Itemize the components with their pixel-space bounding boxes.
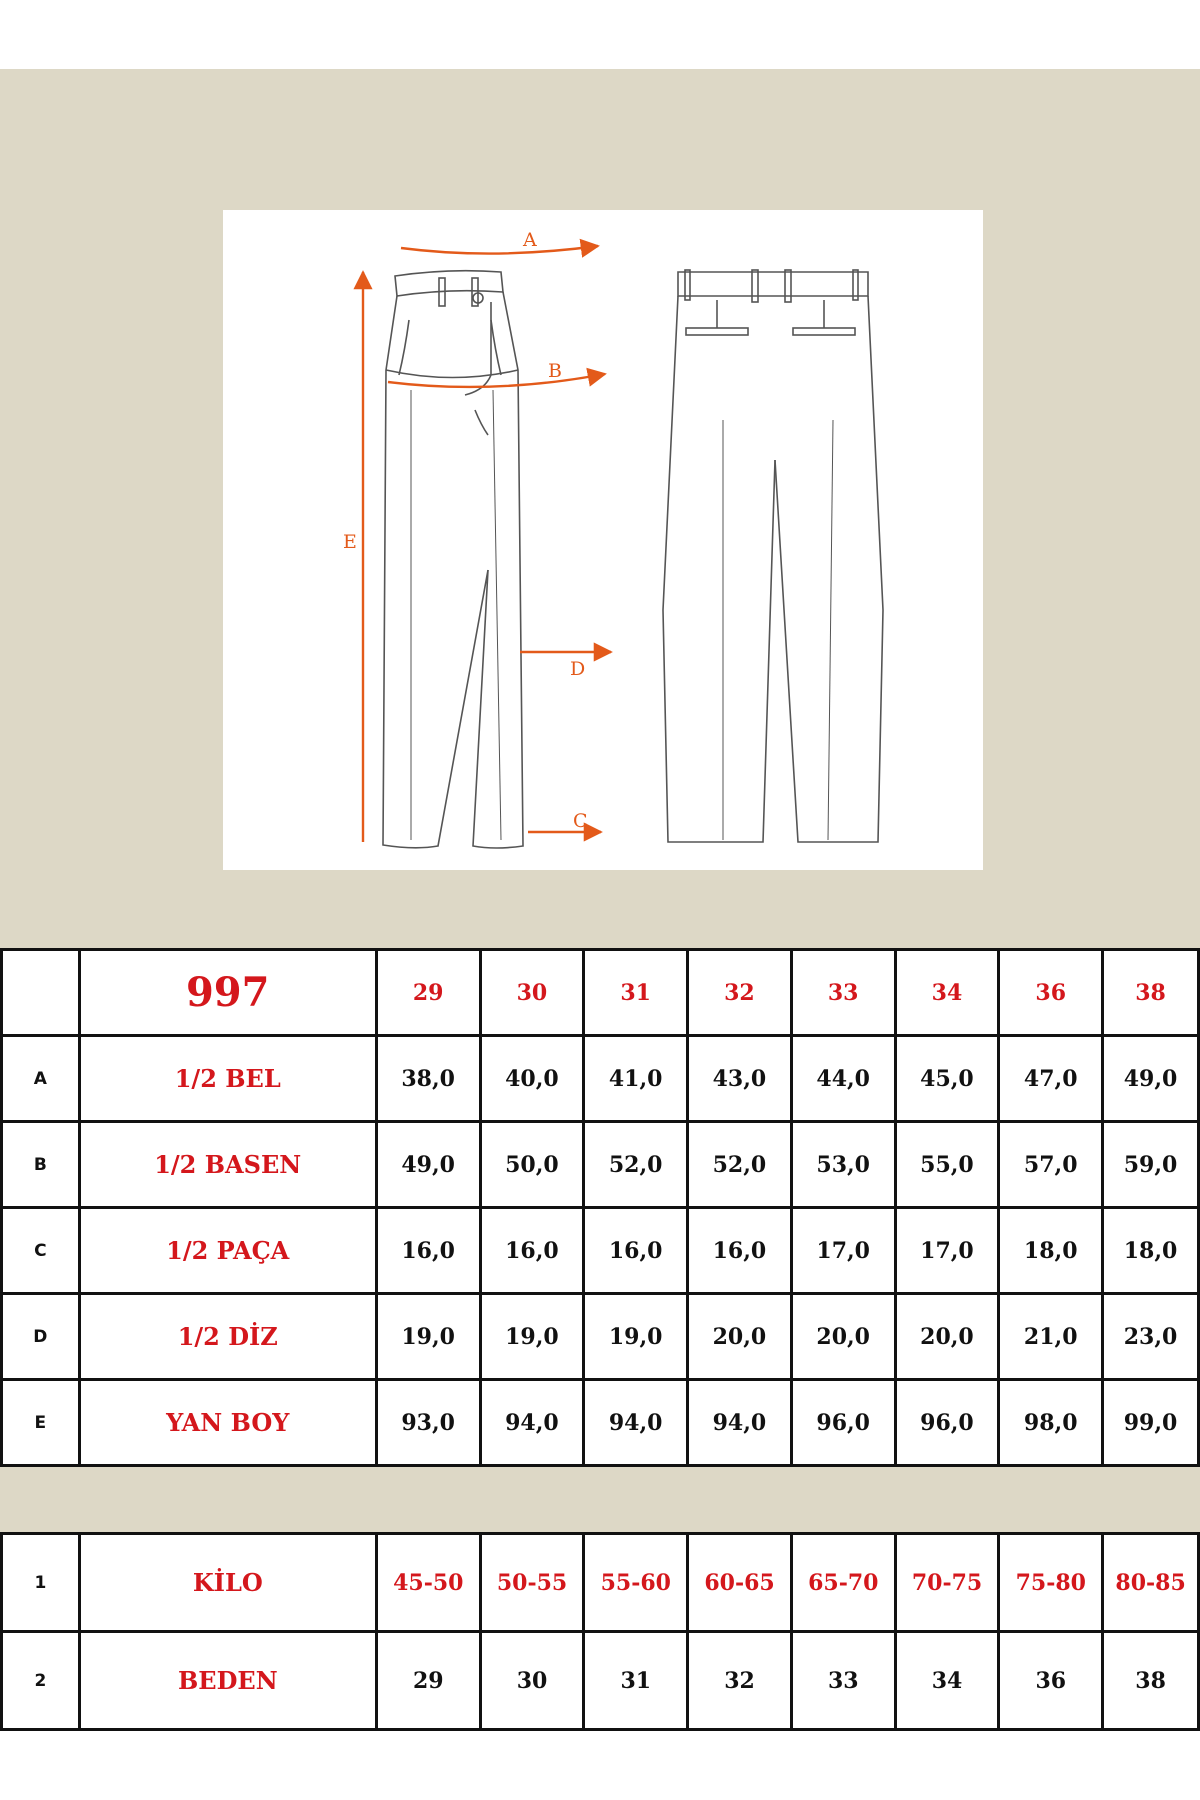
measurement-row-c: [2, 1208, 1199, 1294]
value-cell: 94,0: [480, 1380, 584, 1466]
size-cell: 34: [895, 1632, 999, 1730]
size-cell: 32: [688, 1632, 792, 1730]
value-cell: 16,0: [688, 1208, 792, 1294]
value-cell: 59,0: [1103, 1122, 1199, 1208]
value-cell: 98,0: [999, 1380, 1103, 1466]
weight-range-cell: 45-50: [376, 1534, 480, 1632]
size-header: 34: [895, 950, 999, 1036]
value-cell: 50,0: [480, 1122, 584, 1208]
measurement-row-d: [2, 1294, 1199, 1380]
corner-cell: [2, 950, 80, 1036]
value-cell: 21,0: [999, 1294, 1103, 1380]
value-cell: 16,0: [376, 1208, 480, 1294]
row-label: BEDEN: [79, 1632, 376, 1730]
size-cell: 31: [584, 1632, 688, 1730]
value-cell: 19,0: [584, 1294, 688, 1380]
measurement-label-b: B: [548, 360, 562, 382]
weight-range-cell: 55-60: [584, 1534, 688, 1632]
size-cell: 30: [480, 1632, 584, 1730]
value-cell: 17,0: [791, 1208, 895, 1294]
weight-range-cell: 65-70: [791, 1534, 895, 1632]
value-cell: 41,0: [584, 1036, 688, 1122]
value-cell: 47,0: [999, 1036, 1103, 1122]
value-cell: 52,0: [688, 1122, 792, 1208]
size-header: 38: [1103, 950, 1199, 1036]
size-header: 30: [480, 950, 584, 1036]
row-label: 1/2 DİZ: [79, 1294, 376, 1380]
trousers-diagram: [223, 210, 983, 870]
size-cell: 36: [999, 1632, 1103, 1730]
value-cell: 19,0: [480, 1294, 584, 1380]
value-cell: 17,0: [895, 1208, 999, 1294]
value-cell: 94,0: [584, 1380, 688, 1466]
row-label: 1/2 BASEN: [79, 1122, 376, 1208]
measurement-row-b: [2, 1122, 1199, 1208]
measurement-label-c: C: [573, 810, 588, 832]
measurement-row-e: [2, 1380, 1199, 1466]
size-header: 33: [791, 950, 895, 1036]
value-cell: 18,0: [1103, 1208, 1199, 1294]
size-header: 31: [584, 950, 688, 1036]
value-cell: 40,0: [480, 1036, 584, 1122]
size-header: 32: [688, 950, 792, 1036]
value-cell: 57,0: [999, 1122, 1103, 1208]
value-cell: 45,0: [895, 1036, 999, 1122]
value-cell: 96,0: [791, 1380, 895, 1466]
value-cell: 94,0: [688, 1380, 792, 1466]
size-row: [2, 1632, 1199, 1730]
measurement-label-a: A: [523, 229, 537, 251]
weight-row: [2, 1534, 1199, 1632]
value-cell: 52,0: [584, 1122, 688, 1208]
weight-range-cell: 75-80: [999, 1534, 1103, 1632]
size-cell: 38: [1103, 1632, 1199, 1730]
weight-range-cell: 70-75: [895, 1534, 999, 1632]
weight-range-cell: 50-55: [480, 1534, 584, 1632]
back-trousers-drawing: [663, 270, 883, 842]
size-cell: 33: [791, 1632, 895, 1730]
value-cell: 16,0: [480, 1208, 584, 1294]
value-cell: 38,0: [376, 1036, 480, 1122]
value-cell: 20,0: [791, 1294, 895, 1380]
measurement-arrows: [363, 246, 611, 842]
size-header-row: [2, 950, 1199, 1036]
size-cell: 29: [376, 1632, 480, 1730]
size-header: 36: [999, 950, 1103, 1036]
value-cell: 49,0: [376, 1122, 480, 1208]
measurement-label-d: D: [570, 658, 586, 680]
front-trousers-drawing: [383, 271, 523, 848]
row-label: YAN BOY: [79, 1380, 376, 1466]
value-cell: 53,0: [791, 1122, 895, 1208]
value-cell: 44,0: [791, 1036, 895, 1122]
row-label: 1/2 BEL: [79, 1036, 376, 1122]
size-chart-table: [0, 948, 1200, 1467]
value-cell: 19,0: [376, 1294, 480, 1380]
row-label: KİLO: [79, 1534, 376, 1632]
row-label: 1/2 PAÇA: [79, 1208, 376, 1294]
measurement-row-a: [2, 1036, 1199, 1122]
weight-range-cell: 80-85: [1103, 1534, 1199, 1632]
value-cell: 99,0: [1103, 1380, 1199, 1466]
row-key: A: [2, 1036, 80, 1122]
size-header: 29: [376, 950, 480, 1036]
row-key: C: [2, 1208, 80, 1294]
value-cell: 16,0: [584, 1208, 688, 1294]
value-cell: 49,0: [1103, 1036, 1199, 1122]
value-cell: 43,0: [688, 1036, 792, 1122]
measurement-label-e: E: [343, 531, 357, 553]
row-key: B: [2, 1122, 80, 1208]
value-cell: 18,0: [999, 1208, 1103, 1294]
row-key: 2: [2, 1632, 80, 1730]
value-cell: 93,0: [376, 1380, 480, 1466]
value-cell: 55,0: [895, 1122, 999, 1208]
row-key: 1: [2, 1534, 80, 1632]
value-cell: 20,0: [688, 1294, 792, 1380]
value-cell: 96,0: [895, 1380, 999, 1466]
row-key: D: [2, 1294, 80, 1380]
background-separator: [0, 1467, 1200, 1534]
weight-size-table: [0, 1532, 1200, 1731]
weight-range-cell: 60-65: [688, 1534, 792, 1632]
row-key: E: [2, 1380, 80, 1466]
model-number: 997: [79, 950, 376, 1036]
value-cell: 20,0: [895, 1294, 999, 1380]
value-cell: 23,0: [1103, 1294, 1199, 1380]
